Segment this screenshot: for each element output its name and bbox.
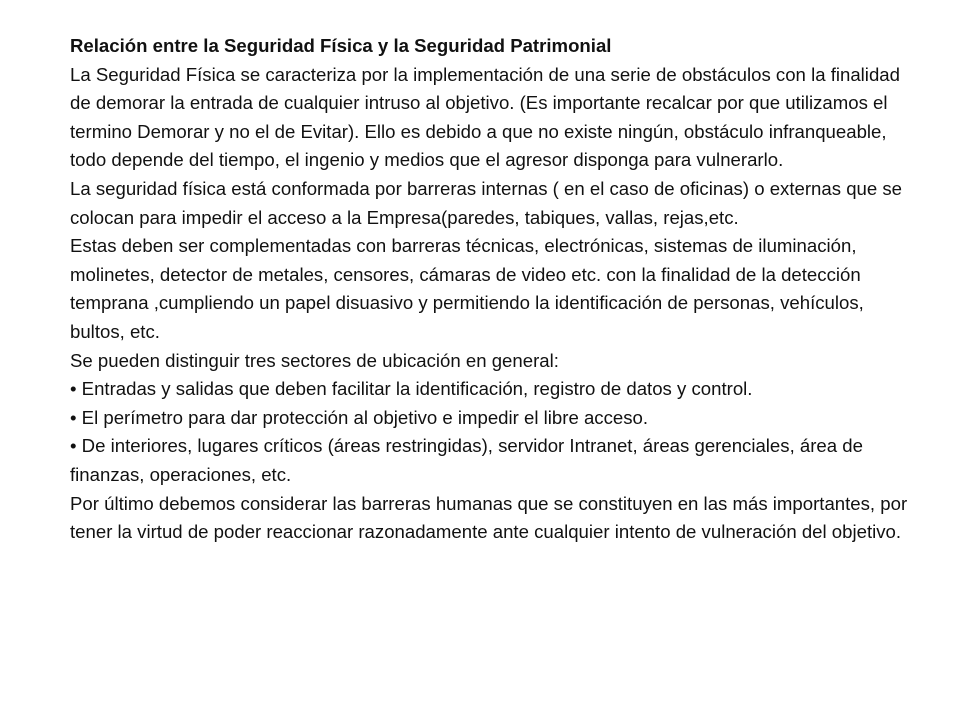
paragraph-sectors-intro: Se pueden distinguir tres sectores de ubicación en general:	[70, 349, 559, 371]
bullet-perimeter: • El perímetro para dar protección al objetivo e impedir el libre acceso.	[70, 406, 649, 428]
paragraph-physical-security-definition: La Seguridad Física se caracteriza por la implementación de una serie de obstáculos con la finalidad de demorar la entrada de cualquier intruso al objetivo. (Es importante recalcar por que utilizamos el termino Demorar y no el de Evitar). Ello es debido a que no existe ningún, obstáculo infranqueable, todo depende del tiempo, el ingenio y medios que el agresor disponga para vulnerarlo.	[70, 63, 900, 171]
bullet-entrances-exits: • Entradas y salidas que deben facilitar la identificación, registro de datos y control.	[70, 378, 753, 400]
paragraph-human-barriers: Por último debemos considerar las barreras humanas que se constituyen en las más importantes, por tener la virtud de poder reaccionar razonadamente ante cualquier intento de vulneración del objetivo.	[70, 492, 908, 543]
slide-text-body	[70, 32, 920, 547]
paragraph-technical-barriers: Estas deben ser complementadas con barreras técnicas, electrónicas, sistemas de iluminación, molinetes, detector de metales, censores, cámaras de video etc. con la finalidad de la detección temprana ,cumpliendo un papel disuasivo y permitiendo la identificación de personas, vehículos, bultos, etc.	[70, 235, 864, 342]
paragraph-barriers: La seguridad física está conformada por barreras internas ( en el caso de oficinas) o externas que se colocan para impedir el acceso a la Empresa(paredes, tabiques, vallas, rejas,etc.	[70, 177, 903, 228]
bullet-interiors: • De interiores, lugares críticos (áreas restringidas), servidor Intranet, áreas gerenciales, área de finanzas, operaciones, etc.	[70, 435, 863, 485]
document-title: Relación entre la Seguridad Física y la Seguridad Patrimonial	[70, 35, 612, 56]
